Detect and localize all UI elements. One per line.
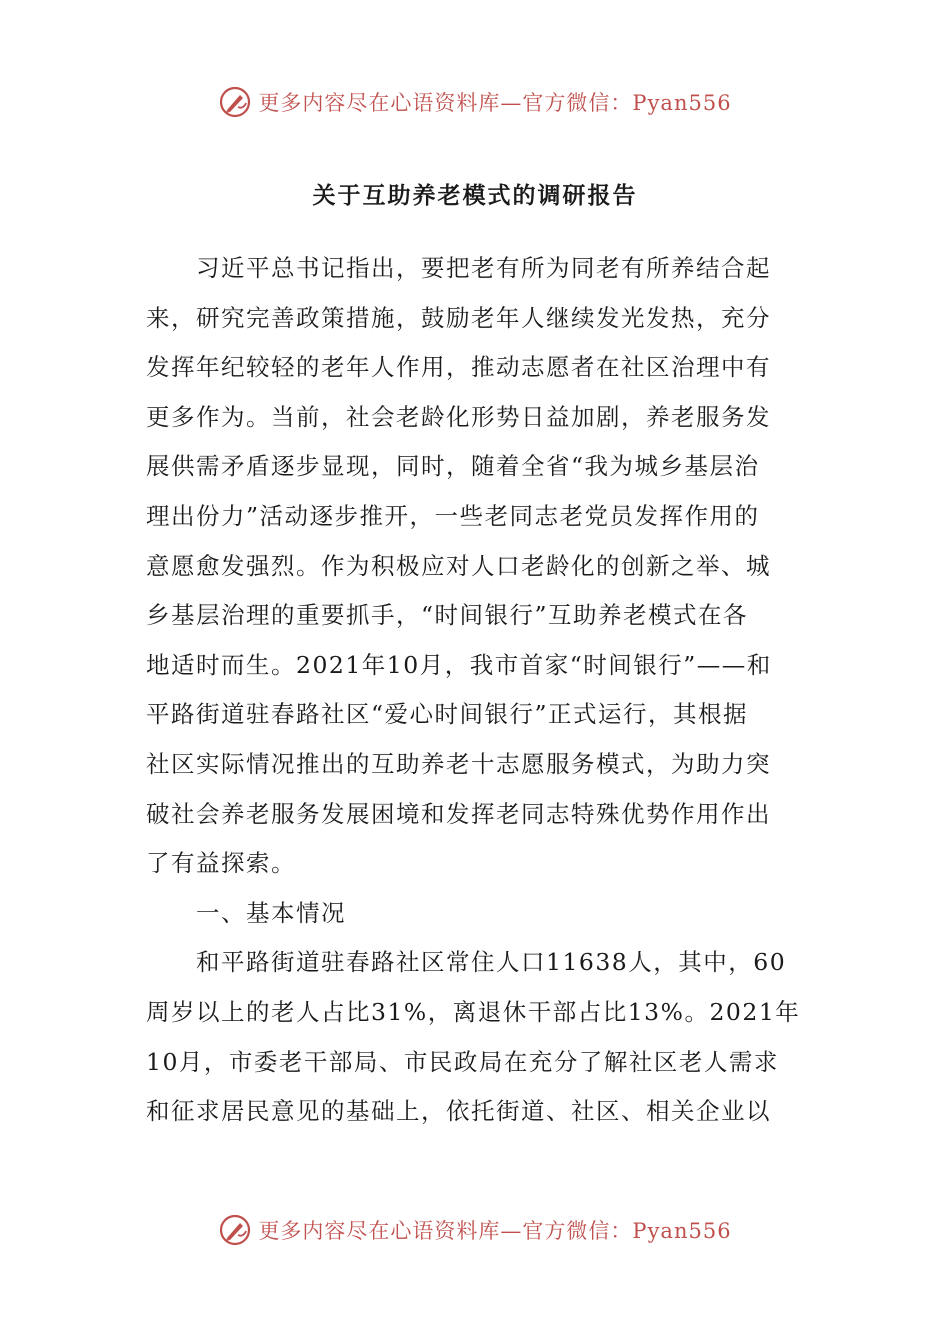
paragraph-line: 乡基层治理的重要抓手，“时间银行”互助养老模式在各 [146,601,749,630]
paragraph-line: 意愿愈发强烈。作为积极应对人口老龄化的创新之举、城 [146,551,771,580]
paragraph-line: 了有益探索。 [146,849,296,878]
paragraph-line: 发挥年纪较轻的老年人作用，推动志愿者在社区治理中有 [146,353,771,382]
paragraph-line: 和平路街道驻春路社区常住人口11638人，其中，60 [196,948,787,977]
pen-logo-icon [218,1213,252,1247]
paragraph-line: 展供需矛盾逐步显现，同时，随着全省“我为城乡基层治 [146,452,760,481]
paragraph-line: 社区实际情况推出的互助养老十志愿服务模式，为助力突 [146,749,771,778]
banner-text: 更多内容尽在心语资料库—官方微信：Pyan556 [258,91,732,115]
paragraph-line: 10月，市委老干部局、市民政局在充分了解社区老人需求 [146,1047,779,1076]
header-banner [0,80,950,124]
paragraph-line: 理出份力”活动逐步推开，一些老同志老党员发挥作用的 [146,501,760,530]
document-body [146,244,801,1137]
paragraph-line: 习近平总书记指出，要把老有所为同老有所养结合起 [196,254,771,282]
banner-text: 更多内容尽在心语资料库—官方微信：Pyan556 [258,1219,732,1243]
paragraph-line: 破社会养老服务发展困境和发挥老同志特殊优势作用作出 [146,799,771,828]
paragraph-line: 平路街道驻春路社区“爱心时间银行”正式运行，其根据 [146,700,749,729]
document-title: 关于互助养老模式的调研报告 [312,182,638,209]
paragraph-line: 来，研究完善政策措施，鼓励老年人继续发光发热，充分 [146,303,771,332]
paragraph-line: 地适时而生。2021年10月，我市首家“时间银行”——和 [146,650,772,679]
paragraph-line: 和征求居民意见的基础上，依托街道、社区、相关企业以 [146,1097,771,1126]
paragraph-line: 更多作为。当前，社会老龄化形势日益加剧，养老服务发 [146,402,771,431]
section-heading: 一、基本情况 [196,898,346,927]
paragraph-line: 周岁以上的老人占比31%，离退休干部占比13%。2021年 [146,997,801,1026]
pen-logo-icon [218,85,252,119]
footer-banner [0,1208,950,1252]
